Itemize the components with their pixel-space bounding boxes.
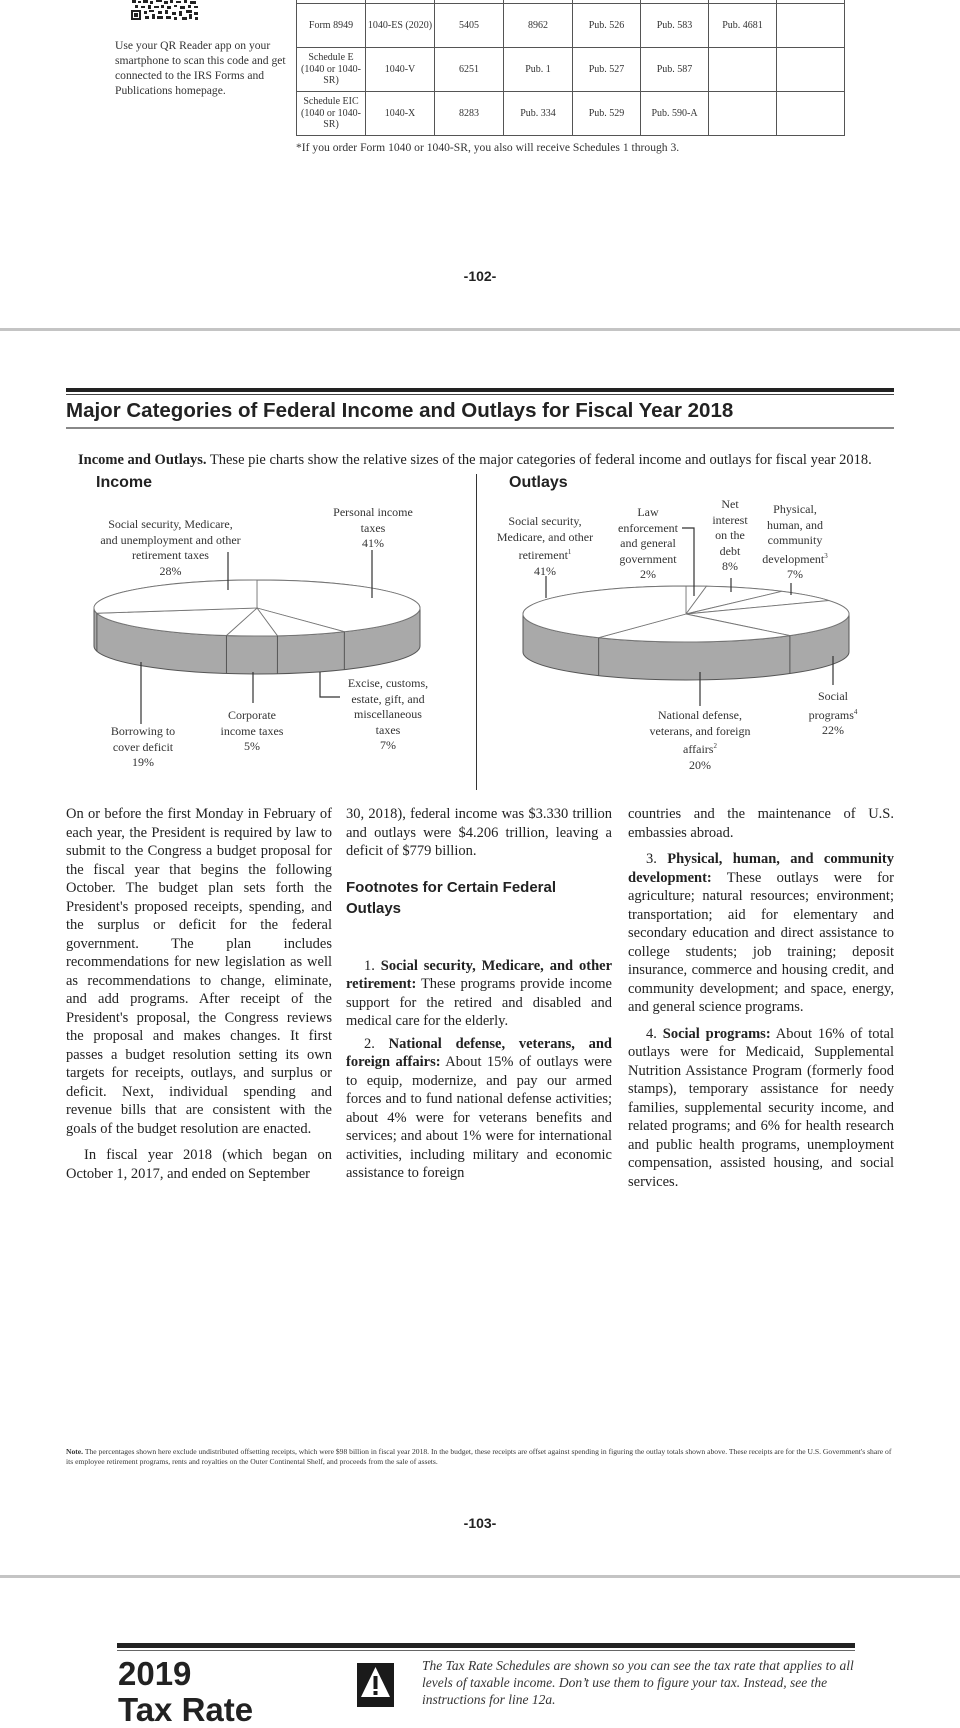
label-percent: 41%: [534, 563, 556, 578]
title-text: Tax Rate: [118, 1691, 254, 1728]
label-percent: 7%: [787, 567, 803, 581]
footnote-marker: 1: [567, 548, 572, 556]
footnote-text: About 15% of outlays were to equip, modernize, and pay our armed forces and to fund national defense activities; about 4% were for veterans benefits and services; and about 1% were for international activities, including military and economic assistance to foreign: [346, 1054, 612, 1181]
income-slice-4: [94, 580, 257, 613]
table-cell: Pub. 526: [573, 4, 641, 48]
label-line: community: [767, 533, 823, 547]
label-line: Borrowing to: [110, 724, 176, 738]
income-pie-chart: [94, 580, 420, 674]
footnotes-heading: Footnotes for Certain Federal Outlays: [346, 878, 557, 917]
label-line: and unemployment and other: [100, 532, 241, 547]
table-cell: Pub. 590-A: [641, 92, 709, 136]
outlays-chart-title: Outlays: [509, 474, 568, 491]
label-line: miscellaneous: [354, 707, 422, 721]
label-percent: 5%: [244, 739, 260, 753]
label-line: Social security,: [508, 514, 582, 528]
table-cell: 6251: [435, 48, 504, 92]
body-column-3: [628, 805, 894, 1191]
label-percent: 28%: [159, 563, 182, 578]
label-line: income taxes: [220, 723, 284, 738]
label-line: on the: [715, 528, 745, 542]
label-line: Personal income: [333, 505, 413, 519]
label-line: Social: [818, 689, 848, 703]
body-column-1: [66, 805, 332, 1183]
label-line: government: [619, 551, 677, 566]
label-percent: 8%: [722, 559, 738, 573]
table-cell: Pub. 583: [641, 4, 709, 48]
income-chart-title: Income: [96, 474, 153, 491]
outlays-pie-chart: [523, 586, 849, 680]
table-cell: 8283: [435, 92, 504, 136]
label-line: taxes: [375, 722, 401, 737]
paragraph: In fiscal year 2018 (which began on October 1, 2017, and ended on September: [66, 1147, 332, 1182]
footnote-text: About 16% of total outlays were for Medicaid, Supplemental Nutrition Assistance Program (formerly food stamps), temporary assistance for needy families, supplemental security income, and related programs; and 6% for health research and public health programs, unemployment compensation, assisted housing, and social services.: [628, 1025, 895, 1190]
schedule-year-heading: [118, 1656, 253, 1728]
forms-table-footnote: *If you order Form 1040 or 1040-SR, you also will receive Schedules 1 through 3.: [296, 141, 680, 154]
label-percent: 20%: [689, 757, 711, 772]
table-cell: Form 8949: [297, 4, 366, 48]
footnote-term: Social security, Medicare, and other retirement:: [346, 957, 613, 992]
footnote-text: These programs provide income support for the retired and disabled and medical care for the elderly.: [346, 976, 612, 1029]
footnote-number: 1.: [364, 957, 375, 974]
label-percent: 22%: [822, 723, 844, 737]
paragraph: On or before the first Monday in February of each year, the President is required by law to submit to the Congress a budget proposal for the fiscal year that begins the following October. The budget plan sets forth the President's proposed receipts, spending, and the surplus or deficit for the federal government. The plan includes recommendations for new legislation as well as recommendations to change, eliminate, and add programs. After receipt of the President's proposal, the Congress reviews the proposal and makes changes. It first passes a budget resolution setting its own targets for receipts, outlays, and surplus or deficit. Next, individual spending and revenue bills that are consistent with the goals of the budget resolution are enacted.: [66, 806, 332, 1137]
label-line: estate, gift, and: [351, 691, 425, 706]
pie-charts: [0, 0, 960, 800]
header-rule-thin: [117, 1650, 855, 1651]
label-line: Law: [637, 505, 659, 519]
footnote-term: National defense, veterans, and foreign affairs:: [346, 1035, 612, 1070]
footnote-2: [346, 1035, 612, 1183]
label-percent: 2%: [640, 567, 656, 581]
label-line: enforcement: [618, 520, 678, 535]
label-line: Physical,: [773, 502, 817, 516]
label-text: retirement: [518, 548, 568, 562]
label-line: Social security, Medicare,: [108, 517, 233, 531]
label-line: National defense,: [658, 708, 742, 722]
leader-line-excise: [320, 672, 340, 697]
table-cell: Pub. 587: [641, 48, 709, 92]
footnote-2-continued: countries and the maintenance of U.S. embassies abroad.: [628, 806, 894, 841]
year-text: 2019: [118, 1655, 192, 1692]
label-line: veterans, and foreign: [649, 723, 751, 738]
table-cell: Schedule EIC (1040 or 1040-SR): [297, 92, 366, 136]
label-line: interest: [712, 512, 748, 527]
footnote-number: 3.: [646, 851, 657, 867]
qr-caption: Use your QR Reader app on your smartphone to scan this code and get connected to the IRS Forms and Publications homepage.: [115, 39, 286, 97]
label-text: programs: [808, 707, 854, 722]
page-title: Major Categories of Federal Income and Outlays for Fiscal Year 2018: [66, 399, 734, 422]
table-cell: 8962: [504, 4, 573, 48]
table-cell: 1040-ES (2020): [366, 4, 435, 48]
page-separator: [0, 1575, 960, 1578]
table-cell: 1040-X: [366, 92, 435, 136]
label-percent: 19%: [132, 755, 154, 769]
table-cell: Pub. 527: [573, 48, 641, 92]
label-line: human, and: [767, 517, 823, 532]
body-column-2-content: [346, 805, 612, 1183]
label-percent: 7%: [380, 738, 396, 752]
label-line: retirement taxes: [132, 548, 209, 562]
intro-text: These pie charts show the relative sizes of the major categories of federal income and outlays for fiscal year 2018.: [206, 452, 872, 468]
label-line: Net: [721, 497, 739, 511]
label-line: Corporate: [228, 708, 276, 722]
footnote-marker: 3: [824, 551, 828, 560]
table-cell: 5405: [435, 4, 504, 48]
paragraph-continued: 30, 2018), federal income was $3.330 trillion and outlays were $4.206 trillion, leaving a deficit of $779 billion.: [346, 806, 612, 859]
footnote-marker: 4: [853, 707, 858, 716]
page-number: -103-: [463, 1515, 497, 1531]
footnote-term: Physical, human, and community development:: [628, 851, 895, 886]
page-number: -102-: [463, 268, 497, 284]
footnote-number: 2.: [364, 1035, 375, 1052]
chart-note: [66, 1447, 896, 1467]
footnote-1: [346, 957, 612, 1031]
label-text: affairs: [683, 742, 714, 756]
caution-text: The Tax Rate Schedules are shown so you can see the tax rate that applies to all levels of taxable income. Don’t use them to figure your tax. Instead, see the instructions for line 12a.: [422, 1658, 854, 1707]
label-percent: 41%: [362, 536, 384, 550]
label-line: Medicare, and other: [496, 529, 594, 544]
label-line: cover deficit: [112, 739, 174, 754]
footnote-term: Social programs:: [662, 1025, 771, 1042]
footnote-4: [628, 1025, 894, 1192]
table-cell: Pub. 529: [573, 92, 641, 136]
caution-icon: [357, 1663, 394, 1707]
footnote-number: 4.: [646, 1025, 657, 1042]
label-line: taxes: [360, 520, 386, 535]
table-cell: Schedule E (1040 or 1040-SR): [297, 48, 366, 92]
footnote-text: These outlays were for agriculture; natural resources; environment; transportation; aid for elementary and secondary education and direct assistance to college students; job training; deposit insurance, commerce and housing credit, and community development; and space, energy, and general science programs.: [628, 869, 894, 1015]
label-line: debt: [719, 543, 741, 558]
header-rule: [117, 1643, 855, 1648]
footnote-marker: 2: [713, 742, 717, 750]
note-label: Note.: [66, 1447, 84, 1456]
intro-bold: Income and Outlays.: [78, 452, 207, 468]
label-line: and general: [620, 536, 676, 550]
table-cell: Pub. 1: [504, 48, 573, 92]
table-cell: 1040-V: [366, 48, 435, 92]
label-line: Excise, customs,: [347, 676, 429, 690]
table-cell: Pub. 4681: [709, 4, 777, 48]
note-text: The percentages shown here exclude undistributed offsetting receipts, which were $98 billion in fiscal year 2018. In the budget, these receipts are offset against spending in figuring the outlay totals shown above. These receipts are for the U.S. Government's share of its employee retirement programs, rents and royalties on the Outer Continental Shelf, and proceeds from the sale of assets.: [66, 1447, 892, 1466]
footnote-3: [628, 850, 894, 1017]
label-text: development: [762, 551, 825, 566]
table-cell: Pub. 334: [504, 92, 573, 136]
